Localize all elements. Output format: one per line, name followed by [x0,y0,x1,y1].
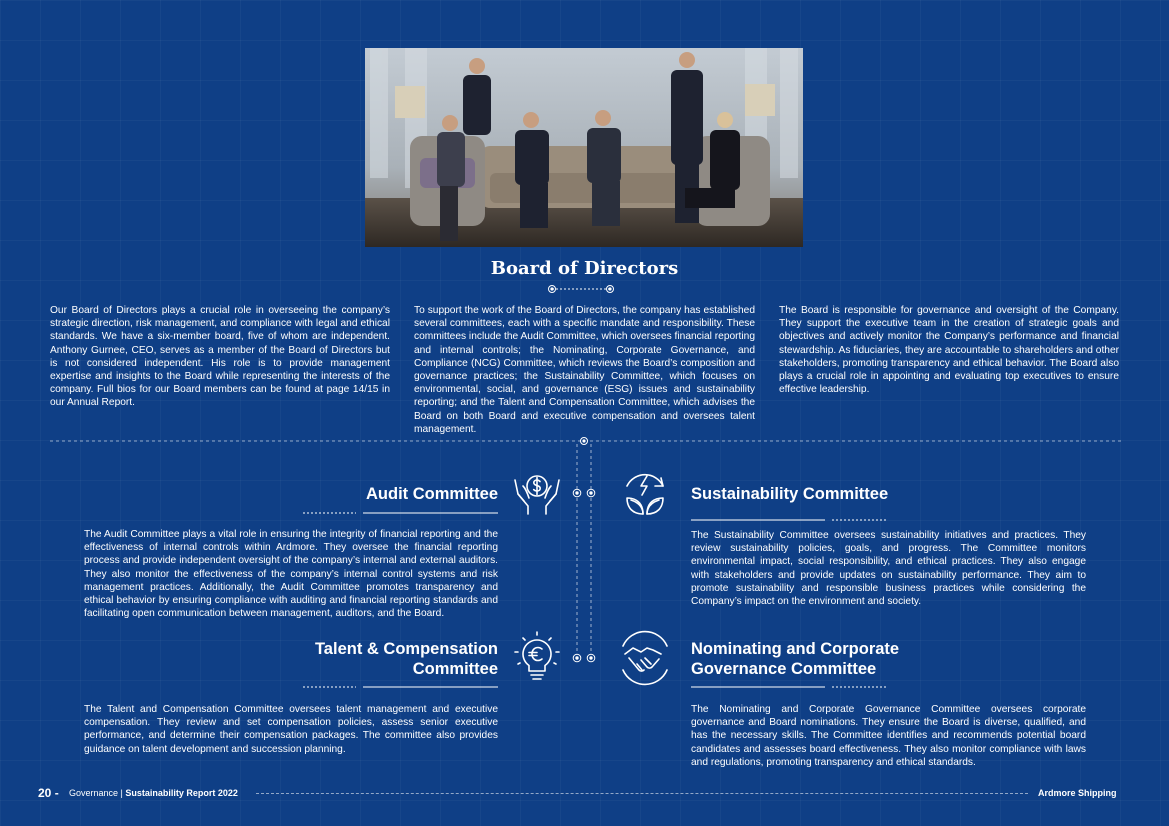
talent-title-line-1: Talent & Compensation [314,640,498,658]
nominating-committee-title [691,639,991,679]
page-number-dash: - [54,786,59,800]
footer-section-name: Governance | [69,788,123,798]
audit-committee-text: The Audit Committee plays a vital role in ensuring the integrity of financial reporting and the effectiveness of internal controls within Ardmore. They oversee the financial reporting process and provide independent oversight of the company’s internal and external auditors. They also monitor the effectiveness of the company’s internal control systems and risk management practices. Additionally, the Audit Committee promotes transparency and ethical behavior by ensuring compliance with auditing and financial reporting standards and facilitating open communication between management, auditors, and the Board. [84,529,498,620]
money-hands-icon [509,466,565,522]
handshake-icon [617,630,673,686]
leaf-energy-icon [617,466,673,522]
intro-column-1: Our Board of Directors plays a crucial role in overseeing the company’s strategic direction, risk management, and compliance with legal and ethical standards. We have a six-member board, five of whom are independent. Anthony Gurnee, CEO, serves as a member of the Board of Directors but is not considered independent. His role is to provide management expertise and insights to the Board while representing the interests of the company. Full bios for our Board members can be found at page 14/15 in our Annual Report. [50,305,390,409]
talent-title-line-2: Committee [412,660,498,678]
audit-underline [300,511,500,515]
nominating-title-line-1: Nominating and Corporate [691,640,900,658]
footer-report-name: Sustainability Report 2022 [125,788,238,798]
sustainability-committee-title: Sustainability Committee [691,485,889,503]
nominating-title-line-2: Governance Committee [691,660,877,678]
sustainability-committee-text: The Sustainability Committee oversees sustainability initiatives and practices. They review sustainability policies, goals, and progress. The Committee monitors environmental impact, social responsibility, and ethical practices. They also engage with stakeholders and provide updates on sustainability performance. They aim to promote sustainability and responsible business practices while considering the Company’s impact on the environment and society. [691,530,1086,608]
sustainability-underline [691,518,891,522]
nominating-underline [691,685,891,689]
nominating-committee-text: The Nominating and Corporate Governance Committee oversees corporate governance and Board nominations. They ensure the Board is diverse, qualified, and has the necessary skills. The Committee identifies and recommends potential board candidates and assesses board effectiveness. They also monitor compliance with laws and regulations, promoting transparency and ethical standards. [691,704,1086,768]
talent-committee-text: The Talent and Compensation Committee oversees talent management and executive compensation. They review and set compensation policies, assess senior executive performance, and determine their compensation packages. The committee also provides guidance on talent development and succession planning. [84,704,498,755]
title-divider-icon [535,284,635,294]
talent-committee-title [280,639,498,679]
footer-section [69,788,238,798]
board-photo [365,48,803,247]
page-title: Board of Directors [490,258,679,279]
intro-column-2: To support the work of the Board of Directors, the company has established several committees, each with a specific mandate and responsibility. These committees include the Audit Committee, which oversees financial reporting and internal controls; the Nominating, Corporate Governance, and Compliance (NCG) Committee, which reviews the Board’s composition and governance practices; the Sustainability Committee, which focuses on environmental, social, and governance (ESG) issues and sustainability reporting; and the Talent and Compensation Committee, which advises the Board on both Board and executive compensation and oversees talent management. [414,305,755,435]
page-number-value: 20 [38,786,52,800]
footer-brand: Ardmore Shipping [1038,788,1117,798]
audit-committee-title: Audit Committee [366,485,498,503]
talent-underline [300,685,500,689]
page-number [38,786,59,800]
intro-column-3: The Board is responsible for governance and oversight of the Company. They support the executive team in the creation of strategic goals and objectives and actively monitor the Company’s performance and financial stewardship. As fiduciaries, they are accountable to shareholders and other stakeholders, promoting transparency and ethical behavior. The Board also plays a crucial role in appointing and evaluating top executives to ensure effective leadership. [779,305,1119,396]
euro-bulb-icon [509,630,565,686]
footer-divider [256,793,1028,794]
